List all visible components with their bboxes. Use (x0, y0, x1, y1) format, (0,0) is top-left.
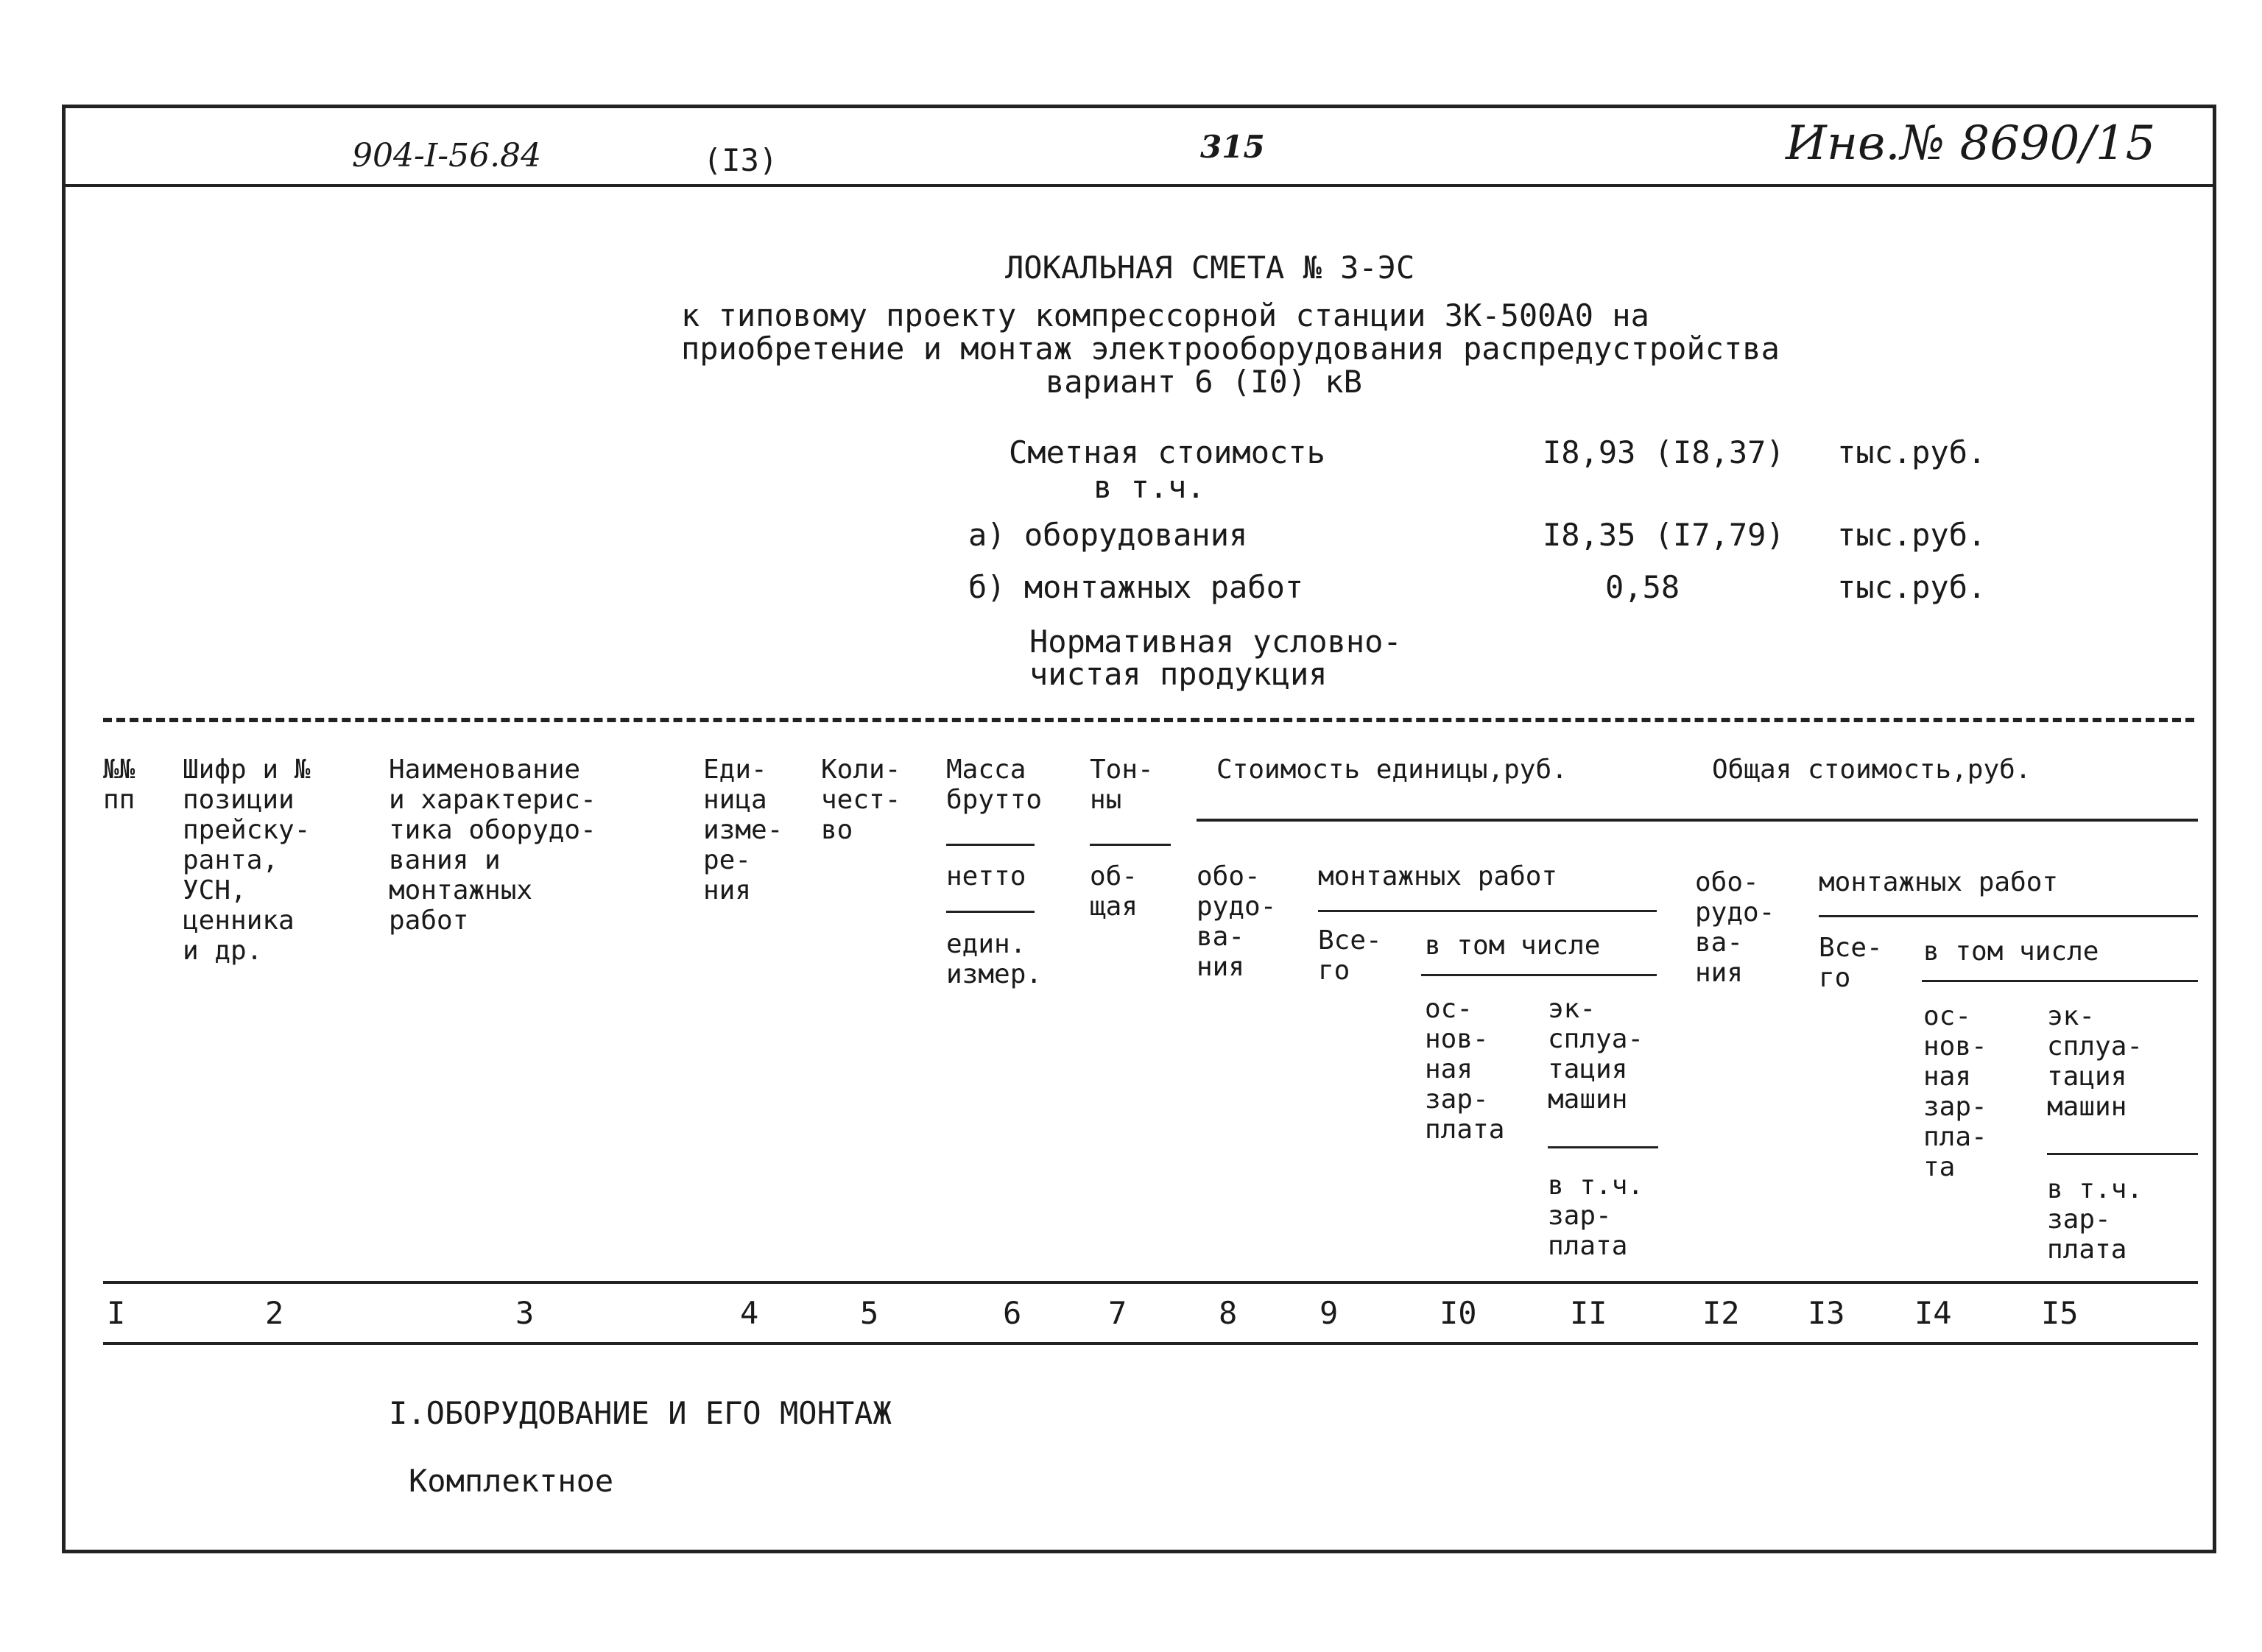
total-incl-rule (1922, 980, 2198, 982)
mass-rule-1 (946, 844, 1035, 846)
installation-cost-label: б) монтажных работ (968, 569, 1304, 605)
column-number: II (1570, 1295, 1607, 1331)
column-number: 4 (740, 1295, 759, 1331)
header-bottom-rule (103, 1281, 2198, 1284)
cost-group-rule (1197, 819, 2198, 822)
unit-installation: монтажных работ (1318, 861, 1558, 892)
column-number: 9 (1320, 1295, 1339, 1331)
unit-cost-group: Стоимость единицы,руб. (1216, 755, 1568, 785)
total-equipment: обо- рудо- ва- ния (1695, 867, 1775, 988)
total-base-wage: ос- нов- ная зар- пла- та (1923, 1001, 1987, 1182)
document-code: 904-I-56.84 (352, 137, 542, 174)
equipment-cost-value: I8,35 (I7,79) (1543, 517, 1785, 553)
col-tons-total: об- щая (1090, 861, 1138, 922)
total-machines-wage: в т.ч. зар- плата (2047, 1174, 2143, 1265)
table-top-rule (103, 718, 2194, 722)
col-quantity: Коли- чест- во (821, 755, 901, 845)
total-install-rule (1819, 915, 2198, 917)
col-tons: Тон- ны (1090, 755, 1154, 815)
column-number: I (107, 1295, 126, 1331)
total-cost-label: Сметная стоимость (1009, 434, 1325, 470)
part-number: (I3) (703, 142, 778, 178)
normative-product-label: Нормативная условно- чистая продукция (1029, 624, 1402, 692)
unit-install-total: Все- го (1318, 925, 1382, 986)
tons-rule (1090, 844, 1171, 846)
col-mass-unit: един. измер. (946, 929, 1043, 989)
installation-cost-unit: тыс.руб. (1837, 569, 1987, 605)
column-number: I3 (1808, 1295, 1845, 1331)
col-row-number: №№ пп (103, 755, 135, 815)
equipment-cost-label: а) оборудования (968, 517, 1248, 553)
col-mass-net: нетто (946, 861, 1026, 892)
column-number: I4 (1914, 1295, 1952, 1331)
total-cost-unit: тыс.руб. (1837, 434, 1987, 470)
unit-incl-rule (1421, 974, 1657, 976)
col-price-code: Шифр и № позиции прейску- ранта, УСН, ценника и др. (183, 755, 311, 966)
equipment-cost-unit: тыс.руб. (1837, 517, 1987, 553)
column-number: I0 (1440, 1295, 1477, 1331)
total-cost-value: I8,93 (I8,37) (1543, 434, 1785, 470)
unit-machines-rule (1548, 1146, 1658, 1148)
section-subheading: Комплектное (409, 1463, 614, 1499)
unit-install-incl: в том числе (1425, 931, 1601, 961)
title-line-1: к типовому проекту компрессорной станции ЗК-500А0 на (681, 297, 1649, 333)
mass-rule-2 (946, 911, 1035, 913)
unit-equipment: обо- рудо- ва- ния (1197, 861, 1277, 982)
col-unit: Еди- ница изме- ре- ния (703, 755, 783, 906)
col-name: Наименование и характерис- тика оборудо- вания и монтажных работ (389, 755, 596, 936)
column-number: 8 (1219, 1295, 1238, 1331)
total-install-incl: в том числе (1923, 936, 2099, 967)
total-installation: монтажных работ (1819, 867, 2059, 897)
title-line-2: приобретение и монтаж электрооборудования распредустройства (681, 331, 1780, 367)
section-heading: I.ОБОРУДОВАНИЕ И ЕГО МОНТАЖ (389, 1395, 892, 1431)
total-machines-rule (2047, 1153, 2198, 1155)
total-machines: эк- сплуа- тация машин (2047, 1001, 2143, 1122)
total-cost-group: Общая стоимость,руб. (1712, 755, 2032, 785)
title-line-3: вариант 6 (I0) кВ (1046, 364, 1362, 400)
including-label: в т.ч. (1093, 469, 1205, 505)
installation-cost-value: 0,58 (1605, 569, 1680, 605)
unit-machines: эк- сплуа- тация машин (1548, 994, 1644, 1115)
column-number: I5 (2041, 1295, 2079, 1331)
unit-install-rule (1318, 910, 1657, 912)
header-rule (66, 184, 2213, 187)
page-number: 315 (1200, 129, 1265, 165)
inventory-number: Инв.№ 8690/15 (1786, 116, 2156, 171)
column-numbers-rule (103, 1342, 2198, 1345)
column-number: 2 (265, 1295, 284, 1331)
column-number: 6 (1003, 1295, 1022, 1331)
estimate-title: ЛОКАЛЬНАЯ СМЕТА № З-ЭС (1005, 250, 1415, 286)
column-number: I2 (1702, 1295, 1740, 1331)
column-number: 7 (1108, 1295, 1127, 1331)
unit-machines-wage: в т.ч. зар- плата (1548, 1171, 1644, 1261)
col-mass-gross: Масса брутто (946, 755, 1043, 815)
column-number: 3 (515, 1295, 535, 1331)
column-number: 5 (860, 1295, 879, 1331)
unit-base-wage: ос- нов- ная зар- плата (1425, 994, 1505, 1145)
total-install-total: Все- го (1819, 933, 1883, 993)
